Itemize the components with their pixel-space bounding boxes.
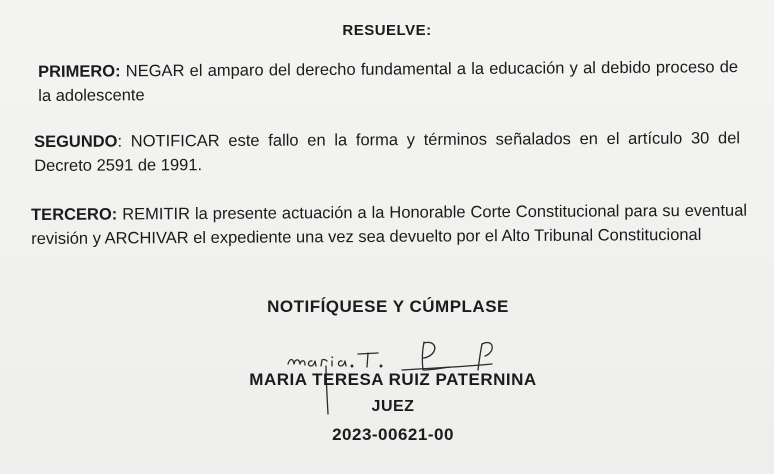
section-segundo-label: SEGUNDO (34, 132, 118, 151)
resolution-heading: RESUELVE: (342, 22, 432, 39)
section-primero (38, 55, 738, 108)
judge-title: JUEZ (371, 398, 415, 415)
section-segundo (34, 126, 740, 178)
closing-statement: NOTIFÍQUESE Y CÚMPLASE (267, 297, 509, 316)
section-primero-label: PRIMERO: (38, 62, 121, 81)
section-segundo-text: : NOTIFICAR este fallo en la forma y términos señalados en el artículo 30 del Decreto 2591 de 1991. (34, 129, 741, 175)
section-primero-text: NEGAR el amparo del derecho fundamental a la educación y al debido proceso de la adolescente (38, 58, 739, 105)
case-number: 2023-00621-00 (332, 425, 454, 444)
section-tercero-text: REMITIR la presente actuación a la Honorable Corte Constitucional para su eventual revisión y ARCHIVAR el expediente una vez sea devuelto por el Alto Tribunal Constitucional (31, 201, 748, 248)
section-tercero-label: TERCERO: (31, 205, 118, 224)
section-tercero (31, 199, 747, 251)
judge-name: MARIA TERESA RUIZ PATERNINA (249, 370, 537, 389)
